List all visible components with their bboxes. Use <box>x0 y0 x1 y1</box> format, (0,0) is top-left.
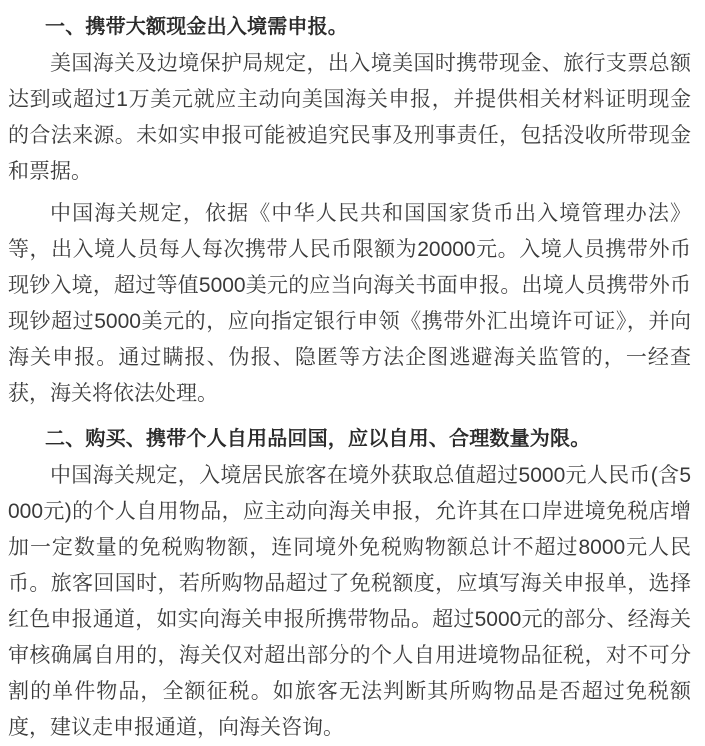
section-2-paragraph-1: 中国海关规定，入境居民旅客在境外获取总值超过5000元人民币(含5000元)的个人自用物品，应主动向海关申报，允许其在口岸进境免税店增加一定数量的免税购物额，连同境外免税购物额总计不超过8000元人民币。旅客回国时，若所购物品超过了免税额度，应填写海关申报单，选择红色申报通道，如实向海关申报所携带物品。超过5000元的部分、经海关审核确属自用的，海关仅对超出部分的个人自用进境物品征税，对不可分割的单件物品，全额征税。如旅客无法判断其所购物品是否超过免税额度，建议走申报通道，向海关咨询。 <box>8 464 691 739</box>
section-1-paragraph-1: 美国海关及边境保护局规定，出入境美国时携带现金、旅行支票总额达到或超过1万美元就应主动向美国海关申报，并提供相关材料证明现金的合法来源。未如实申报可能被追究民事及刑事责任，包括没收所带现金和票据。 <box>8 52 691 183</box>
section-1-paragraph-2: 中国海关规定，依据《中华人民共和国国家货币出入境管理办法》等，出入境人员每人每次携带人民币限额为20000元。入境人员携带外币现钞入境，超过等值5000美元的应当向海关书面申报。出境人员携带外币现钞超过5000美元的，应向指定银行申领《携带外汇出境许可证》，并向海关申报。通过瞒报、伪报、隐匿等方法企图逃避海关监管的，一经查获，海关将依法处理。 <box>8 202 691 405</box>
section-heading-1: 一、携带大额现金出入境需申报。 <box>45 16 348 38</box>
section-heading-2: 二、购买、携带个人自用品回国，应以自用、合理数量为限。 <box>45 428 591 450</box>
